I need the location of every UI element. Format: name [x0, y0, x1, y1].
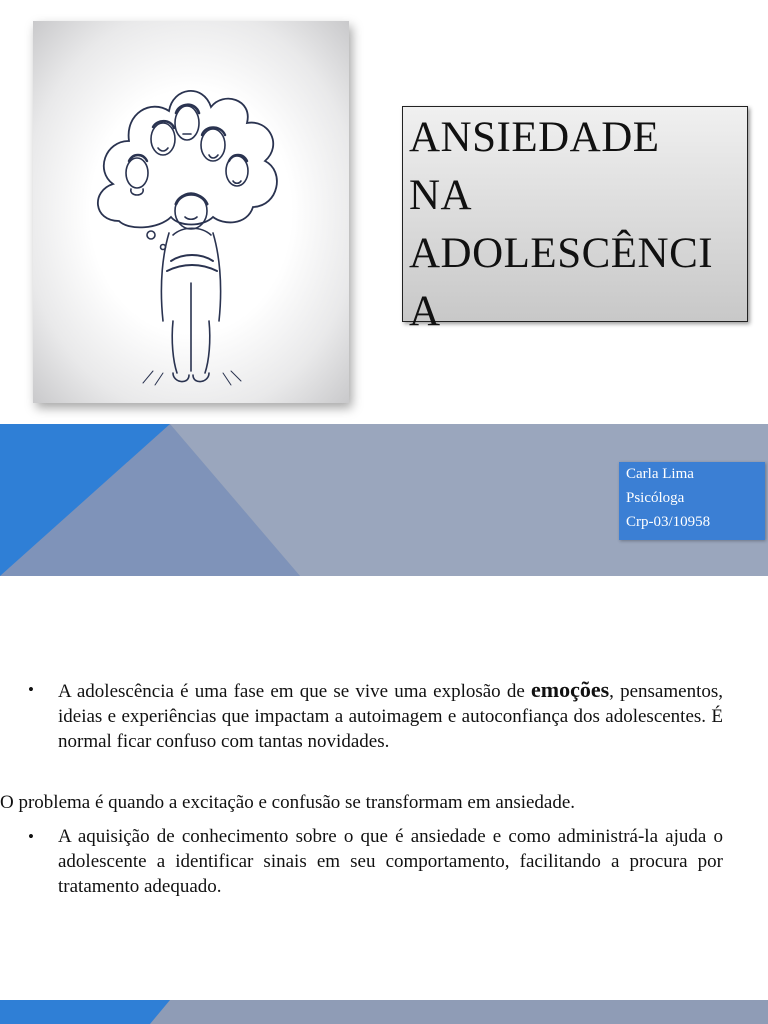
- bullet-item-adolescence: [28, 677, 723, 754]
- bottom-band-shapes: [0, 1000, 768, 1024]
- bullet-text-end: , pensamentos, ideias e experiências que impactam a autoimagem e autoconfiança dos adolescentes. É normal ficar confuso com tantas novidades.: [58, 681, 723, 752]
- title-line: A: [409, 288, 441, 335]
- author-name: Carla Lima: [626, 466, 694, 482]
- slide-title: [409, 109, 745, 341]
- title-line: NA: [409, 172, 473, 219]
- bullet-text: [58, 677, 723, 754]
- title-box: [402, 106, 748, 335]
- bullet-item-knowledge: [28, 824, 723, 899]
- bullet-text-start: A adolescência é uma fase em que se vive uma explosão de: [58, 681, 531, 702]
- author-box: [619, 462, 765, 540]
- slide-2: [0, 576, 768, 1024]
- bullet-icon: •: [28, 680, 34, 699]
- title-line: ADOLESCÊNCI: [409, 230, 714, 277]
- bullet-emphasis: emoções: [530, 677, 610, 702]
- bullet-text: A aquisição de conhecimento sobre o que é ansiedade e como administrá-la ajuda o adolescente a identificar sinais em seu comportamento, facilitando a procura por tratamento adequado.: [58, 826, 723, 897]
- title-line: ANSIEDADE: [409, 114, 660, 161]
- bullet-icon: •: [28, 827, 34, 846]
- bottom-decorative-band: [0, 1000, 768, 1024]
- author-role: Psicóloga: [626, 490, 685, 506]
- problem-paragraph: O problema é quando a excitação e confusão se transformam em ansiedade.: [0, 792, 576, 813]
- anxious-teen-illustration: [33, 21, 349, 403]
- author-registration: Crp-03/10958: [626, 514, 711, 530]
- illustration-drawing: [33, 21, 349, 403]
